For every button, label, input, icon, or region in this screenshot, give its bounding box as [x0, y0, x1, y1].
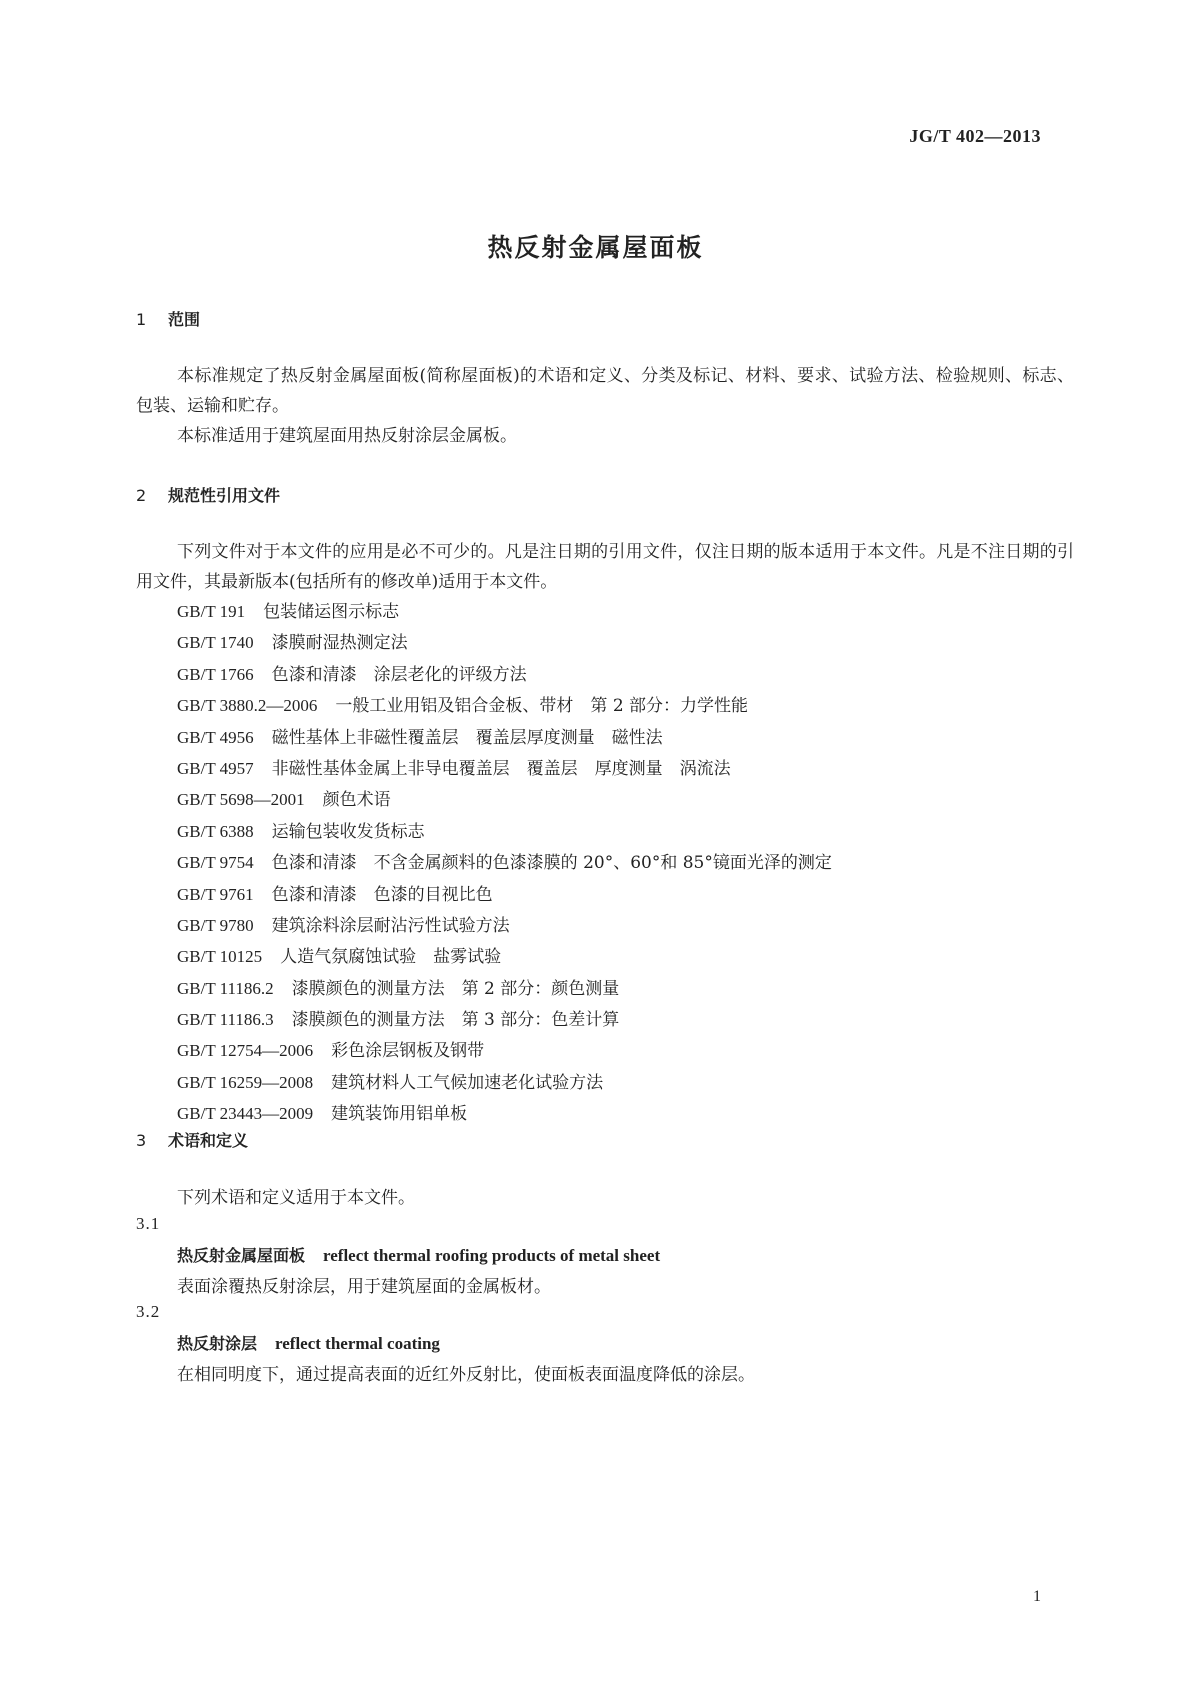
reference-item [177, 753, 832, 784]
reference-item [177, 596, 832, 627]
term-number: 3.2 [136, 1302, 161, 1321]
reference-title: 色漆和清漆 涂层老化的评级方法 [271, 664, 527, 685]
reference-title: 色漆和清漆 不含金属颜料的色漆漆膜的 20°、60°和 85°镜面光泽的测定 [271, 853, 832, 874]
reference-title: 漆膜耐湿热测定法 [271, 633, 408, 654]
reference-item [177, 879, 832, 910]
reference-title: 漆膜颜色的测量方法 第 3 部分：色差计算 [291, 1010, 620, 1031]
term-entry [177, 1243, 660, 1266]
section-2-heading [136, 483, 280, 506]
term-definition: 在相同明度下，通过提高表面的近红外反射比，使面板表面温度降低的涂层。 [177, 1365, 755, 1385]
section-3-heading [136, 1128, 248, 1151]
standard-code: JG/T 402—2013 [909, 126, 1041, 146]
reference-item [177, 847, 832, 878]
term-english: reflect thermal coating [275, 1334, 440, 1353]
reference-item [177, 973, 832, 1004]
section-title: 规范性引用文件 [168, 486, 281, 505]
reference-item [177, 816, 832, 847]
section-title: 范围 [168, 310, 201, 329]
term-english: reflect thermal roofing products of metal sheet [323, 1246, 661, 1265]
reference-title: 漆膜颜色的测量方法 第 2 部分：颜色测量 [291, 978, 620, 999]
reference-title: 彩色涂层钢板及钢带 [331, 1041, 485, 1062]
reference-title: 一般工业用铝及铝合金板、带材 第 2 部分：力学性能 [335, 696, 749, 717]
reference-item [177, 1098, 832, 1129]
reference-code: GB/T 12754—2006 [177, 1041, 314, 1061]
reference-code: GB/T 10125 [177, 947, 263, 967]
reference-list [177, 596, 832, 1130]
reference-item [177, 1004, 832, 1035]
section-number: 3 [136, 1131, 147, 1150]
reference-item [177, 722, 832, 753]
reference-item [177, 784, 832, 815]
reference-title: 建筑涂料涂层耐沾污性试验方法 [271, 915, 510, 936]
reference-code: GB/T 23443—2009 [177, 1104, 314, 1124]
reference-title: 建筑装饰用铝单板 [331, 1104, 468, 1125]
reference-code: GB/T 1740 [177, 633, 254, 653]
reference-code: GB/T 16259—2008 [177, 1072, 314, 1092]
term-entry [177, 1331, 440, 1354]
reference-code: GB/T 9754 [177, 853, 254, 873]
reference-code: GB/T 4957 [177, 758, 254, 778]
term-number: 3.1 [136, 1214, 161, 1233]
document-title: 热反射金属屋面板 [487, 233, 704, 262]
section-1-paragraph-2: 本标准适用于建筑屋面用热反射涂层金属板。 [177, 426, 517, 446]
section-number: 2 [136, 486, 147, 505]
reference-item [177, 910, 832, 941]
reference-code: GB/T 5698—2001 [177, 790, 305, 810]
reference-title: 运输包装收发货标志 [271, 821, 425, 842]
reference-code: GB/T 191 [177, 602, 246, 621]
reference-title: 颜色术语 [322, 790, 391, 811]
reference-item [177, 941, 832, 972]
reference-item [177, 1067, 832, 1098]
reference-item [177, 690, 832, 721]
reference-title: 建筑材料人工气候加速老化试验方法 [331, 1072, 604, 1093]
reference-code: GB/T 9761 [177, 884, 254, 904]
section-3-paragraph-1: 下列术语和定义适用于本文件。 [177, 1188, 415, 1208]
reference-code: GB/T 11186.2 [177, 978, 274, 998]
reference-title: 非磁性基体金属上非导电覆盖层 覆盖层 厚度测量 涡流法 [271, 758, 731, 779]
section-number: 1 [136, 310, 147, 329]
reference-title: 磁性基体上非磁性覆盖层 覆盖层厚度测量 磁性法 [271, 727, 663, 748]
term-chinese: 热反射金属屋面板 [177, 1246, 306, 1265]
reference-code: GB/T 3880.2—2006 [177, 696, 318, 716]
reference-item [177, 627, 832, 658]
reference-item [177, 659, 832, 690]
reference-code: GB/T 1766 [177, 664, 254, 684]
reference-code: GB/T 11186.3 [177, 1010, 274, 1030]
reference-code: GB/T 6388 [177, 821, 254, 841]
reference-title: 包装储运图示标志 [263, 602, 400, 622]
reference-code: GB/T 4956 [177, 727, 254, 747]
page-number: 1 [1033, 1588, 1041, 1605]
section-1-heading [136, 307, 200, 330]
section-title: 术语和定义 [168, 1131, 249, 1150]
term-chinese: 热反射涂层 [177, 1334, 258, 1353]
reference-item [177, 1035, 832, 1066]
reference-code: GB/T 9780 [177, 915, 254, 935]
term-definition: 表面涂覆热反射涂层，用于建筑屋面的金属板材。 [177, 1277, 551, 1297]
section-1-paragraph-1: 本标准规定了热反射金属屋面板(简称屋面板)的术语和定义、分类及标记、材料、要求、试验方法、检验规则、标志、包装、运输和贮存。 [136, 366, 1074, 416]
reference-title: 人造气氛腐蚀试验 盐雾试验 [280, 947, 502, 968]
section-2-paragraph-1: 下列文件对于本文件的应用是必不可少的。凡是注日期的引用文件，仅注日期的版本适用于本文件。凡是不注日期的引用文件，其最新版本(包括所有的修改单)适用于本文件。 [136, 542, 1074, 592]
reference-title: 色漆和清漆 色漆的目视比色 [271, 884, 493, 905]
